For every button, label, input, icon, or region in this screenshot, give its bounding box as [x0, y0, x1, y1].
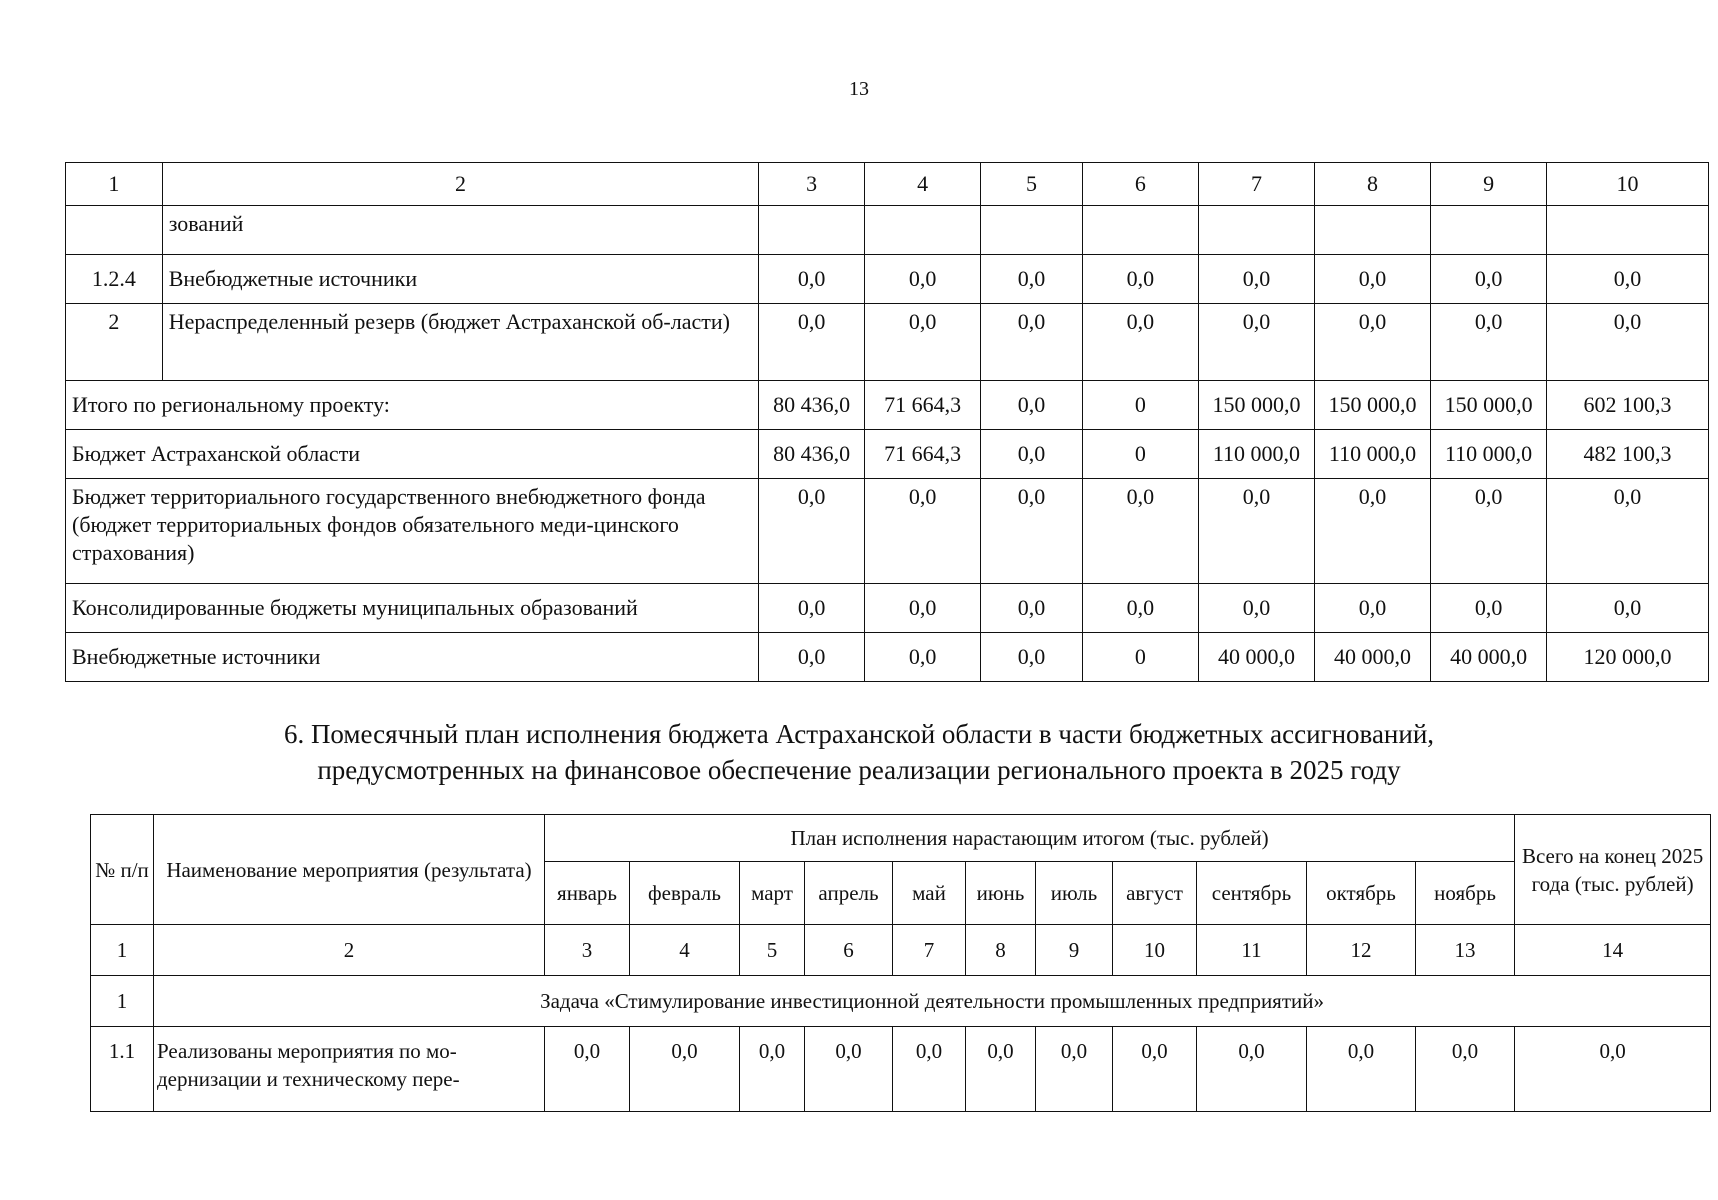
table-row: [66, 206, 1709, 255]
value-cell: [1082, 206, 1198, 255]
summary-label: Бюджет Астраханской области: [66, 430, 759, 479]
value-cell: 40 000,0: [1315, 633, 1431, 682]
value-cell: 110 000,0: [1431, 430, 1547, 479]
column-number-cell: 2: [162, 163, 759, 206]
section-title-line-2: предусмотренных на финансовое обеспечение реализации регионального проекта в 2025 году: [317, 755, 1401, 785]
value-cell: 0,0: [759, 633, 865, 682]
value-cell: 0,0: [759, 479, 865, 584]
value-cell: 0,0: [1431, 584, 1547, 633]
summary-row: [66, 430, 1709, 479]
value-cell: 0,0: [865, 255, 981, 304]
value-cell: 0,0: [1082, 479, 1198, 584]
month-header: апрель: [805, 862, 893, 925]
value-cell: 150 000,0: [1315, 381, 1431, 430]
value-cell: 0,0: [981, 430, 1083, 479]
value-cell: 71 664,3: [865, 381, 981, 430]
value-cell: 0,0: [545, 1027, 630, 1112]
column-number-cell: 14: [1515, 925, 1711, 976]
month-header: октябрь: [1307, 862, 1416, 925]
value-cell: [1315, 206, 1431, 255]
value-cell: 110 000,0: [1315, 430, 1431, 479]
row-num: 1.1: [91, 1027, 154, 1112]
month-header: сентябрь: [1197, 862, 1307, 925]
column-number-cell: 6: [1082, 163, 1198, 206]
header-total: Всего на конец 2025 года (тыс. рублей): [1515, 815, 1711, 925]
value-cell: 80 436,0: [759, 381, 865, 430]
value-cell: 0,0: [1315, 479, 1431, 584]
summary-row: [66, 381, 1709, 430]
value-cell: 482 100,3: [1547, 430, 1709, 479]
value-cell: [1198, 206, 1314, 255]
value-cell: 0,0: [1082, 304, 1198, 381]
column-number-cell: 12: [1307, 925, 1416, 976]
column-number-cell: 13: [1416, 925, 1515, 976]
column-number-cell: 4: [865, 163, 981, 206]
month-header: август: [1113, 862, 1197, 925]
value-cell: 0,0: [865, 633, 981, 682]
row-num: [66, 206, 163, 255]
month-header: январь: [545, 862, 630, 925]
column-number-cell: 2: [154, 925, 545, 976]
value-cell: 0,0: [981, 633, 1083, 682]
column-number-cell: 3: [545, 925, 630, 976]
summary-row: [66, 479, 1709, 584]
value-cell: 0,0: [1547, 584, 1709, 633]
value-cell: 0,0: [1315, 304, 1431, 381]
column-number-cell: 9: [1036, 925, 1113, 976]
row-num: 1.2.4: [66, 255, 163, 304]
section-title-line-1: 6. Помесячный план исполнения бюджета Астраханской области в части бюджетных ассигнований,: [283, 719, 1435, 749]
column-number-cell: 5: [981, 163, 1083, 206]
value-cell: 0,0: [865, 584, 981, 633]
column-number-cell: 9: [1431, 163, 1547, 206]
monthly-plan-table: [90, 814, 1711, 1112]
value-cell: 0: [1082, 633, 1198, 682]
value-cell: 40 000,0: [1431, 633, 1547, 682]
column-number-cell: 7: [1198, 163, 1314, 206]
value-cell: 0,0: [966, 1027, 1036, 1112]
column-number-cell: 11: [1197, 925, 1307, 976]
value-cell: 0,0: [740, 1027, 805, 1112]
summary-label: Консолидированные бюджеты муниципальных образований: [66, 584, 759, 633]
value-cell: 0,0: [1198, 255, 1314, 304]
budget-sources-table: [65, 162, 1709, 682]
month-header: май: [893, 862, 966, 925]
value-cell: 0,0: [865, 304, 981, 381]
value-cell: 0,0: [1198, 479, 1314, 584]
value-cell: 0: [1082, 430, 1198, 479]
value-cell: 110 000,0: [1198, 430, 1314, 479]
column-number-cell: 1: [66, 163, 163, 206]
value-cell: 40 000,0: [1198, 633, 1314, 682]
column-number-cell: 10: [1547, 163, 1709, 206]
value-cell: 0,0: [1547, 304, 1709, 381]
value-cell: 71 664,3: [865, 430, 981, 479]
row-label: Внебюджетные источники: [162, 255, 759, 304]
value-cell: 80 436,0: [759, 430, 865, 479]
header-name: Наименование мероприятия (результата): [154, 815, 545, 925]
value-cell: 602 100,3: [1547, 381, 1709, 430]
value-cell: 0,0: [1036, 1027, 1113, 1112]
summary-label: Бюджет территориального государственного внебюджетного фонда (бюджет территориальных фондов обязательного меди-цинского страхования): [66, 479, 759, 584]
summary-label: Внебюджетные источники: [66, 633, 759, 682]
value-cell: 0,0: [981, 255, 1083, 304]
month-header: июнь: [966, 862, 1036, 925]
summary-row: [66, 633, 1709, 682]
value-cell: 0,0: [981, 479, 1083, 584]
value-cell: 120 000,0: [1547, 633, 1709, 682]
task-num: 1: [91, 976, 154, 1027]
value-cell: 0,0: [805, 1027, 893, 1112]
column-number-cell: 4: [630, 925, 740, 976]
header-num: № п/п: [91, 815, 154, 925]
value-cell: 0,0: [1547, 479, 1709, 584]
month-header: март: [740, 862, 805, 925]
summary-row: [66, 584, 1709, 633]
value-cell: 150 000,0: [1431, 381, 1547, 430]
section-title: [0, 716, 1718, 788]
month-header: июль: [1036, 862, 1113, 925]
value-cell: 0,0: [1315, 255, 1431, 304]
column-number-cell: 8: [1315, 163, 1431, 206]
row-label: Реализованы мероприятия по мо-дернизации и техническому пере-: [154, 1027, 545, 1112]
value-cell: 0,0: [1515, 1027, 1711, 1112]
summary-label: Итого по региональному проекту:: [66, 381, 759, 430]
value-cell: 0,0: [893, 1027, 966, 1112]
value-cell: 0,0: [981, 584, 1083, 633]
header-plan: План исполнения нарастающим итогом (тыс. рублей): [545, 815, 1515, 862]
value-cell: 0,0: [630, 1027, 740, 1112]
value-cell: 0,0: [1431, 255, 1547, 304]
value-cell: [1547, 206, 1709, 255]
row-label: Нераспределенный резерв (бюджет Астраханской об-ласти): [162, 304, 759, 381]
row-label: зований: [162, 206, 759, 255]
value-cell: 0,0: [1198, 304, 1314, 381]
column-number-cell: 1: [91, 925, 154, 976]
row-num: 2: [66, 304, 163, 381]
value-cell: 0,0: [981, 304, 1083, 381]
month-header: ноябрь: [1416, 862, 1515, 925]
value-cell: 0,0: [1198, 584, 1314, 633]
column-number-cell: 8: [966, 925, 1036, 976]
value-cell: 0,0: [1307, 1027, 1416, 1112]
value-cell: 0,0: [1431, 479, 1547, 584]
page-number: 13: [849, 78, 869, 100]
column-number-cell: 6: [805, 925, 893, 976]
month-header: февраль: [630, 862, 740, 925]
value-cell: [981, 206, 1083, 255]
value-cell: 0,0: [1197, 1027, 1307, 1112]
value-cell: 0,0: [759, 584, 865, 633]
value-cell: 0,0: [1082, 584, 1198, 633]
value-cell: 150 000,0: [1198, 381, 1314, 430]
column-number-cell: 10: [1113, 925, 1197, 976]
value-cell: 0: [1082, 381, 1198, 430]
value-cell: 0,0: [1416, 1027, 1515, 1112]
value-cell: 0,0: [1082, 255, 1198, 304]
value-cell: [1431, 206, 1547, 255]
value-cell: 0,0: [1431, 304, 1547, 381]
table-row: [66, 255, 1709, 304]
table-row: [66, 304, 1709, 381]
value-cell: 0,0: [759, 255, 865, 304]
value-cell: 0,0: [865, 479, 981, 584]
value-cell: [759, 206, 865, 255]
value-cell: 0,0: [1315, 584, 1431, 633]
value-cell: 0,0: [759, 304, 865, 381]
value-cell: [865, 206, 981, 255]
task-label: Задача «Стимулирование инвестиционной деятельности промышленных предприятий»: [154, 976, 1711, 1027]
column-number-cell: 7: [893, 925, 966, 976]
column-number-cell: 3: [759, 163, 865, 206]
value-cell: 0,0: [1547, 255, 1709, 304]
value-cell: 0,0: [1113, 1027, 1197, 1112]
column-number-cell: 5: [740, 925, 805, 976]
value-cell: 0,0: [981, 381, 1083, 430]
